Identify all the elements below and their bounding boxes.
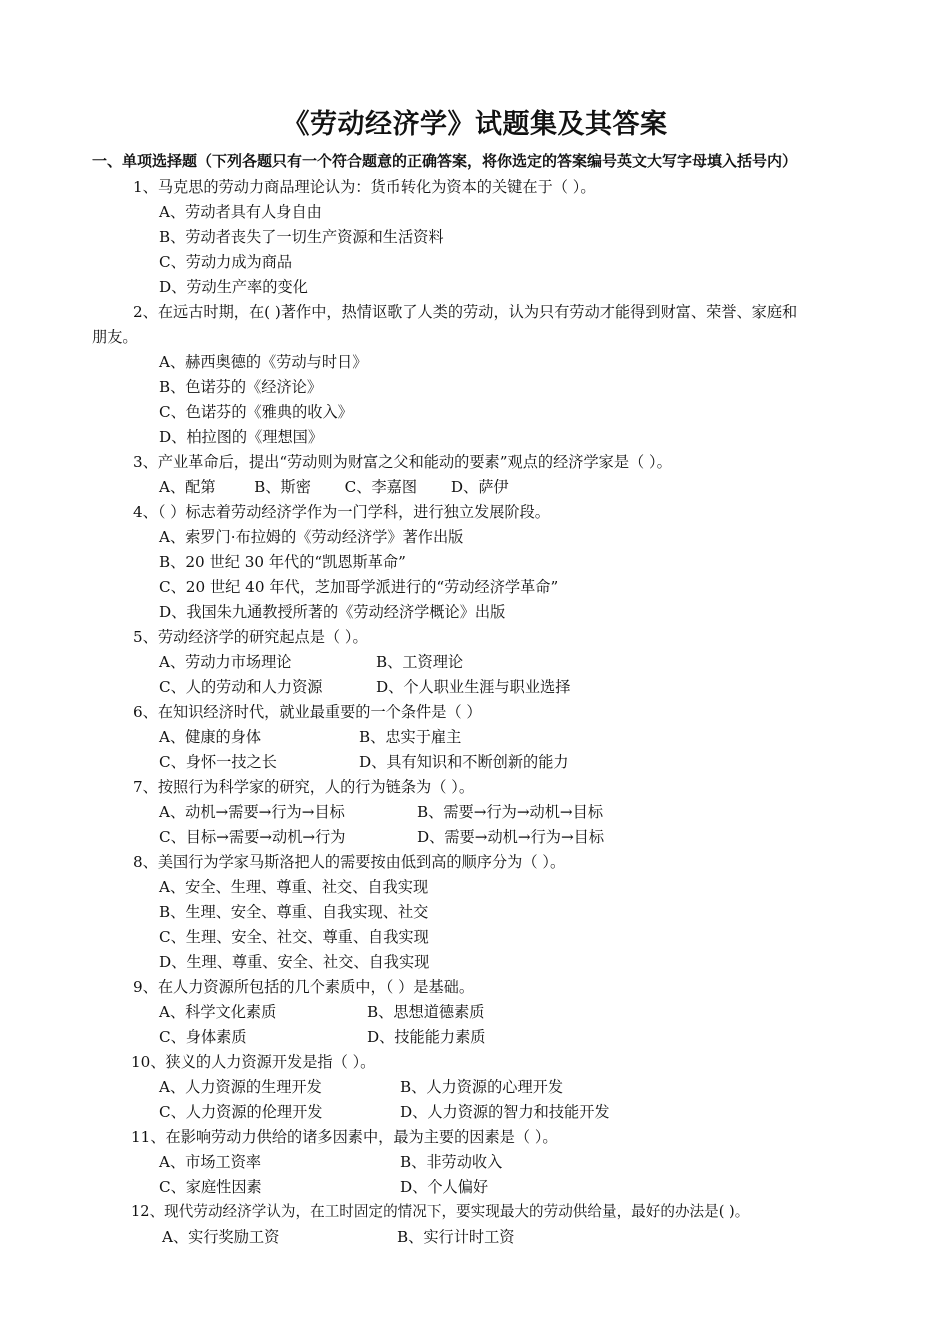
question-7-option-c: C、目标→需要→动机→行为	[159, 828, 346, 846]
question-11-option-a: A、市场工资率	[159, 1153, 262, 1171]
question-6-option-d: D、具有知识和不断创新的能力	[359, 753, 569, 771]
question-6-option-a: A、健康的身体	[159, 728, 262, 746]
question-3-options: A、配第 B、斯密 C、李嘉图 D、萨伊	[159, 478, 509, 496]
question-4-option-a: A、索罗门·布拉姆的《劳动经济学》著作出版	[159, 528, 464, 546]
question-10-stem: 10、狭义的人力资源开发是指（ ）。	[131, 1053, 376, 1071]
question-11-option-b: B、非劳动收入	[400, 1153, 503, 1171]
question-9-option-c: C、身体素质	[159, 1028, 247, 1046]
question-6-option-b: B、忠实于雇主	[359, 728, 462, 746]
question-10-option-c: C、人力资源的伦理开发	[159, 1103, 323, 1121]
question-2-stem-continuation: 朋友。	[92, 328, 138, 346]
question-11-option-c: C、家庭性因素	[159, 1178, 262, 1196]
question-10-option-a: A、人力资源的生理开发	[159, 1078, 322, 1096]
question-6-stem: 6、在知识经济时代，就业最重要的一个条件是（ ）	[133, 703, 482, 721]
question-2-option-c: C、色诺芬的《雅典的收入》	[159, 403, 353, 421]
question-7-option-a: A、动机→需要→行为→目标	[159, 803, 345, 821]
question-1-option-c: C、劳动力成为商品	[159, 253, 293, 271]
question-4-stem: 4、（ ）标志着劳动经济学作为一门学科，进行独立发展阶段。	[133, 503, 550, 521]
question-12-option-a: A、实行奖励工资	[162, 1228, 280, 1246]
question-2-option-d: D、柏拉图的《理想国》	[159, 428, 324, 446]
question-5-stem: 5、劳动经济学的研究起点是（ ）。	[133, 628, 368, 646]
question-2-stem: 2、在远古时期，在( )著作中，热情讴歌了人类的劳动，认为只有劳动才能得到财富、荣誉、家庭和	[133, 303, 798, 321]
question-5-option-d: D、个人职业生涯与职业选择	[376, 678, 571, 696]
question-9-stem: 9、在人力资源所包括的几个素质中，（ ）是基础。	[133, 978, 475, 996]
question-5-option-a: A、劳动力市场理论	[159, 653, 292, 671]
question-1-option-a: A、劳动者具有人身自由	[159, 203, 322, 221]
question-1-stem: 1、马克思的劳动力商品理论认为：货币转化为资本的关键在于（ ）。	[133, 178, 596, 196]
question-11-option-d: D、个人偏好	[400, 1178, 489, 1196]
question-2-option-b: B、色诺芬的《经济论》	[159, 378, 323, 396]
section-heading: 一、单项选择题（下列各题只有一个符合题意的正确答案，将你选定的答案编号英文大写字母填入括号内）	[92, 152, 798, 170]
question-10-option-d: D、人力资源的智力和技能开发	[400, 1103, 610, 1121]
question-8-option-a: A、安全、生理、尊重、社交、自我实现	[159, 878, 429, 896]
question-7-stem: 7、按照行为科学家的研究，人的行为链条为（ ）。	[133, 778, 475, 796]
question-8-stem: 8、美国行为学家马斯洛把人的需要按由低到高的顺序分为（ ）。	[133, 853, 566, 871]
question-5-option-b: B、工资理论	[376, 653, 464, 671]
question-4-option-d: D、我国朱九通教授所著的《劳动经济学概论》出版	[159, 603, 506, 621]
question-1-option-b: B、劳动者丧失了一切生产资源和生活资料	[159, 228, 444, 246]
question-5-option-c: C、人的劳动和人力资源	[159, 678, 323, 696]
question-9-option-a: A、科学文化素质	[159, 1003, 277, 1021]
question-12-stem: 12、现代劳动经济学认为，在工时固定的情况下，要实现最大的劳动供给量，最好的办法是( )。	[131, 1203, 750, 1220]
question-9-option-b: B、思想道德素质	[367, 1003, 485, 1021]
question-8-option-b: B、生理、安全、尊重、自我实现、社交	[159, 903, 429, 921]
question-7-option-b: B、需要→行为→动机→目标	[417, 803, 604, 821]
question-6-option-c: C、身怀一技之长	[159, 753, 277, 771]
question-7-option-d: D、需要→动机→行为→目标	[417, 828, 605, 846]
question-11-stem: 11、在影响劳动力供给的诸多因素中，最为主要的因素是（ ）。	[131, 1128, 558, 1146]
question-4-option-b: B、20 世纪 30 年代的“凯恩斯革命”	[159, 553, 406, 571]
question-8-option-c: C、生理、安全、社交、尊重、自我实现	[159, 928, 429, 946]
question-1-option-d: D、劳动生产率的变化	[159, 278, 308, 296]
question-10-option-b: B、人力资源的心理开发	[400, 1078, 564, 1096]
question-2-option-a: A、赫西奥德的《劳动与时日》	[159, 353, 368, 371]
question-8-option-d: D、生理、尊重、安全、社交、自我实现	[159, 953, 430, 971]
question-12-option-b: B、实行计时工资	[397, 1228, 515, 1246]
question-9-option-d: D、技能能力素质	[367, 1028, 486, 1046]
question-4-option-c: C、20 世纪 40 年代，芝加哥学派进行的“劳动经济学革命”	[159, 578, 559, 596]
question-3-stem: 3、产业革命后，提出“劳动则为财富之父和能动的要素”观点的经济学家是（ ）。	[133, 453, 672, 471]
document-title: 《劳动经济学》试题集及其答案	[282, 109, 668, 140]
